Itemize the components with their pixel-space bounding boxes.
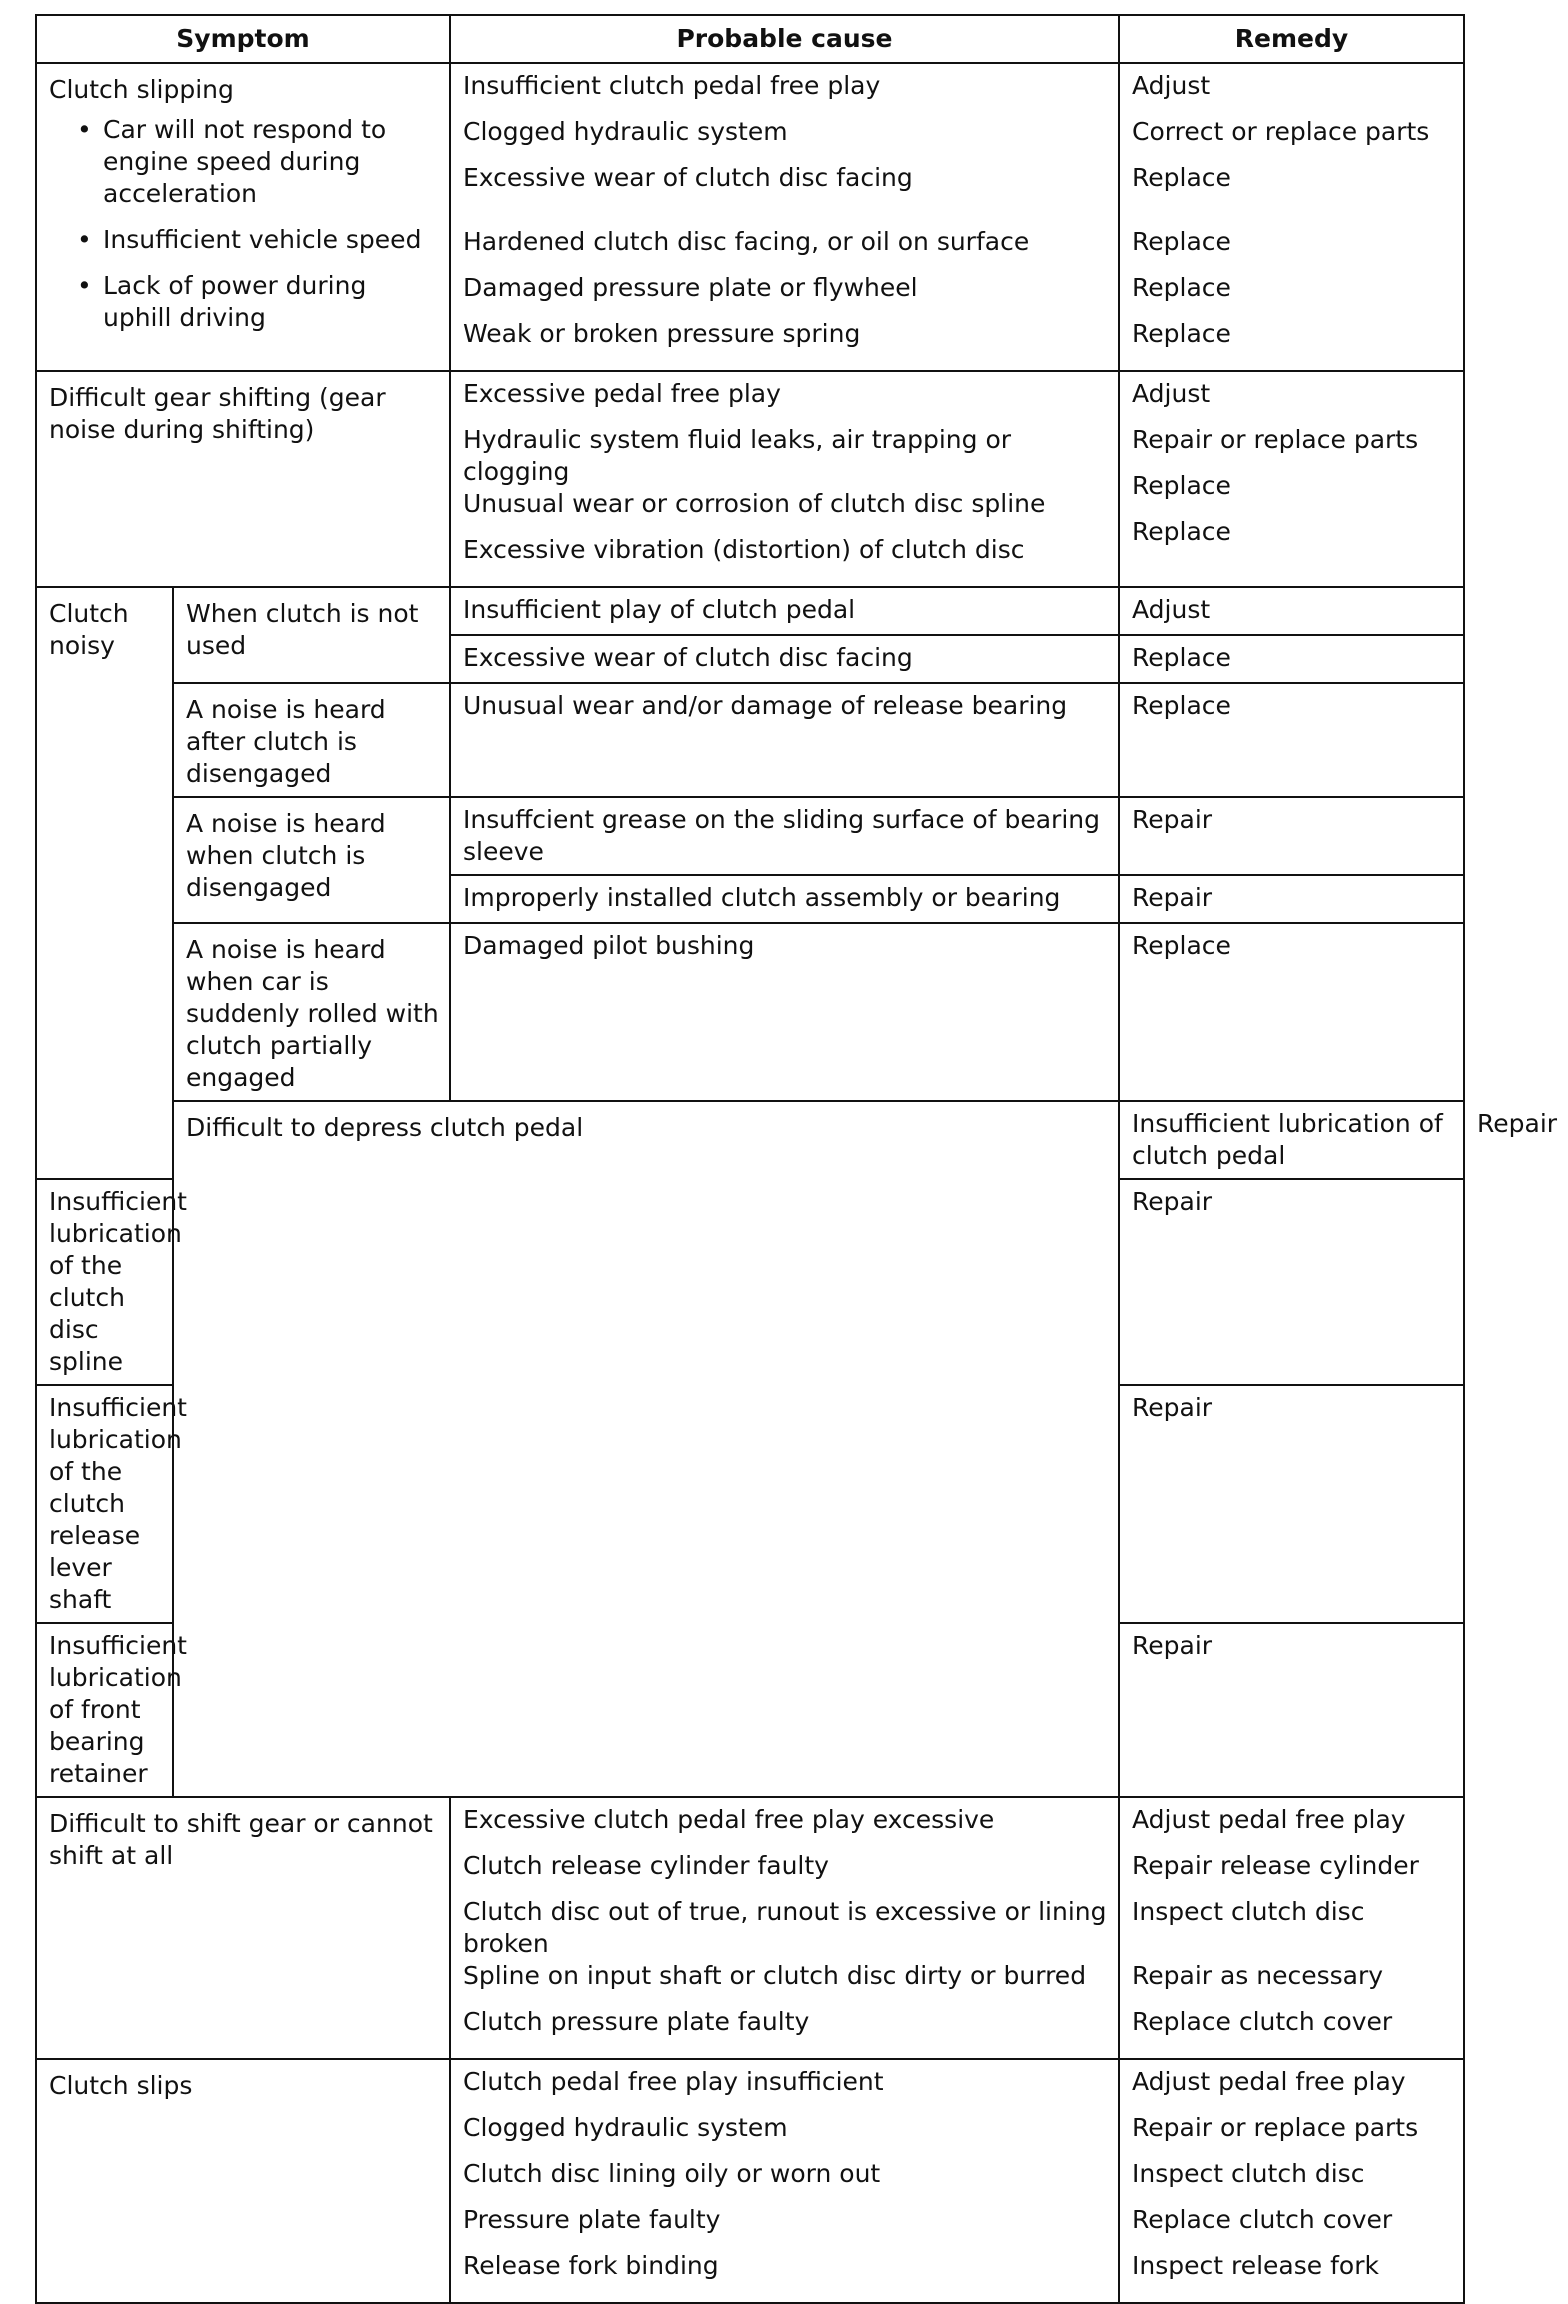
table-row bbox=[36, 2059, 1464, 2303]
remedy-item: Replace clutch cover bbox=[1132, 2007, 1393, 2036]
symptom-difficult-shift-gear: Difficult to shift gear or cannot shift at all bbox=[36, 1797, 450, 2059]
cause-item: Improperly installed clutch assembly or bearing bbox=[450, 875, 1119, 923]
symptom-bullet-list bbox=[49, 114, 439, 334]
remedy-item: Replace clutch cover bbox=[1132, 2205, 1393, 2234]
cause-item: Hardened clutch disc facing, or oil on surface bbox=[463, 227, 1030, 256]
symptom-difficult-depress: Difficult to depress clutch pedal bbox=[173, 1101, 1119, 1797]
cause-item: Insuffcient grease on the sliding surface of bearing sleeve bbox=[450, 797, 1119, 875]
remedy-item: Repair or replace parts bbox=[1132, 2113, 1419, 2142]
cause-item: Release fork binding bbox=[463, 2251, 719, 2280]
symptom-clutch-noisy: Clutch noisy bbox=[36, 587, 173, 1179]
header-row bbox=[36, 15, 1464, 63]
cause-list bbox=[450, 63, 1119, 371]
table-row bbox=[36, 797, 1464, 875]
cause-item: Excessive vibration (distortion) of clutch disc bbox=[463, 535, 1025, 564]
header-remedy: Remedy bbox=[1119, 15, 1464, 63]
table-row: Difficult to depress clutch pedal Insufficient lubrication of clutch pedal Repair bbox=[36, 1101, 1464, 1179]
cause-item: Hydraulic system fluid leaks, air trapping or clogging bbox=[463, 425, 1012, 486]
list-item: • Car will not respond to engine speed during acceleration bbox=[77, 115, 387, 208]
cause-item: Weak or broken pressure spring bbox=[463, 319, 861, 348]
cause-item: Clogged hydraulic system bbox=[463, 117, 788, 146]
cause-item: Insufficient lubrication of front bearing retainer bbox=[36, 1623, 173, 1797]
cause-item: Clutch release cylinder faulty bbox=[463, 1851, 829, 1880]
cause-item: Pressure plate faulty bbox=[463, 2205, 721, 2234]
remedy-list bbox=[1119, 1797, 1464, 2059]
remedy-item: Adjust bbox=[1132, 71, 1211, 100]
condition-suddenly-rolled: A noise is heard when car is suddenly rolled with clutch partially engaged bbox=[173, 923, 450, 1101]
cause-item: Damaged pressure plate or flywheel bbox=[463, 273, 918, 302]
cause-list bbox=[450, 371, 1119, 587]
condition-after-disengaged: A noise is heard after clutch is disengaged bbox=[173, 683, 450, 797]
cause-item: Excessive wear of clutch disc facing bbox=[450, 635, 1119, 683]
table-row bbox=[36, 371, 1464, 587]
remedy-item: Replace bbox=[1119, 923, 1464, 1101]
cause-item: Unusual wear or corrosion of clutch disc spline bbox=[463, 489, 1046, 518]
remedy-item: Repair bbox=[1119, 875, 1464, 923]
remedy-item: Correct or replace parts bbox=[1132, 117, 1430, 146]
cause-item: Clutch disc out of true, runout is excessive or lining broken bbox=[463, 1897, 1107, 1958]
table-row bbox=[36, 683, 1464, 797]
remedy-item: Replace bbox=[1132, 163, 1231, 192]
remedy-item: Inspect clutch disc bbox=[1132, 1897, 1365, 1926]
cause-item: Insufficient play of clutch pedal bbox=[450, 587, 1119, 635]
cause-item: Excessive wear of clutch disc facing bbox=[463, 163, 913, 192]
remedy-item: Repair release cylinder bbox=[1132, 1851, 1419, 1880]
table-row bbox=[36, 923, 1464, 1101]
remedy-list bbox=[1119, 63, 1464, 371]
remedy-item: Adjust bbox=[1132, 379, 1211, 408]
cause-item: Spline on input shaft or clutch disc dirty or burred bbox=[463, 1961, 1087, 1990]
header-probable-cause: Probable cause bbox=[450, 15, 1119, 63]
cause-item: Insufficient lubrication of the clutch disc spline bbox=[36, 1179, 173, 1385]
remedy-item: Inspect clutch disc bbox=[1132, 2159, 1365, 2188]
remedy-item: Replace bbox=[1132, 273, 1231, 302]
remedy-item: Replace bbox=[1132, 227, 1231, 256]
cause-item: Clogged hydraulic system bbox=[463, 2113, 788, 2142]
table-row bbox=[36, 63, 1464, 371]
remedy-item: Repair or replace parts bbox=[1132, 425, 1419, 454]
remedy-list bbox=[1119, 2059, 1464, 2303]
remedy-item: Adjust bbox=[1119, 587, 1464, 635]
symptom-text: Clutch slipping bbox=[49, 75, 234, 104]
remedy-item: Repair bbox=[1119, 1179, 1464, 1385]
remedy-item: Repair bbox=[1119, 797, 1464, 875]
symptom-clutch-slips: Clutch slips bbox=[36, 2059, 450, 2303]
cause-item: Clutch pressure plate faulty bbox=[463, 2007, 810, 2036]
cause-item: Insufficient clutch pedal free play bbox=[463, 71, 881, 100]
remedy-item: Replace bbox=[1119, 635, 1464, 683]
remedy-item: Replace bbox=[1132, 319, 1231, 348]
symptom-difficult-gear-shifting: Difficult gear shifting (gear noise during shifting) bbox=[36, 371, 450, 587]
cause-item: Clutch disc lining oily or worn out bbox=[463, 2159, 881, 2188]
remedy-item: Repair bbox=[1119, 1385, 1464, 1623]
condition-when-disengaged: A noise is heard when clutch is disengaged bbox=[173, 797, 450, 923]
remedy-item: Adjust pedal free play bbox=[1132, 2067, 1406, 2096]
remedy-item: Repair bbox=[1119, 1623, 1464, 1797]
list-item: • Lack of power during uphill driving bbox=[77, 271, 367, 332]
cause-list bbox=[450, 2059, 1119, 2303]
cause-item: Damaged pilot bushing bbox=[450, 923, 1119, 1101]
remedy-item: Adjust pedal free play bbox=[1132, 1805, 1406, 1834]
cause-item: Unusual wear and/or damage of release bearing bbox=[450, 683, 1119, 797]
list-item: • Insufficient vehicle speed bbox=[77, 225, 422, 254]
condition-not-used: When clutch is not used bbox=[173, 587, 450, 683]
remedy-item: Replace bbox=[1132, 517, 1231, 546]
cause-list bbox=[450, 1797, 1119, 2059]
table-row bbox=[36, 587, 1464, 635]
remedy-item: Replace bbox=[1132, 471, 1231, 500]
bullet-icon: • bbox=[77, 115, 92, 144]
remedy-item: Replace bbox=[1119, 683, 1464, 797]
bullet-icon: • bbox=[77, 271, 92, 300]
troubleshooting-table bbox=[35, 14, 1558, 2304]
symptom-clutch-slipping bbox=[36, 63, 450, 371]
bullet-icon: • bbox=[77, 225, 92, 254]
remedy-list bbox=[1119, 371, 1464, 587]
table-row bbox=[36, 1797, 1464, 2059]
remedy-item: Inspect release fork bbox=[1132, 2251, 1379, 2280]
cause-item: Insufficient lubrication of clutch pedal bbox=[1119, 1101, 1464, 1179]
remedy-item: Repair as necessary bbox=[1132, 1961, 1384, 1990]
header-symptom: Symptom bbox=[36, 15, 450, 63]
cause-item: Excessive pedal free play bbox=[463, 379, 781, 408]
cause-item: Insufficient lubrication of the clutch release lever shaft bbox=[36, 1385, 173, 1623]
cause-item: Clutch pedal free play insufficient bbox=[463, 2067, 884, 2096]
cause-item: Excessive clutch pedal free play excessive bbox=[463, 1805, 995, 1834]
